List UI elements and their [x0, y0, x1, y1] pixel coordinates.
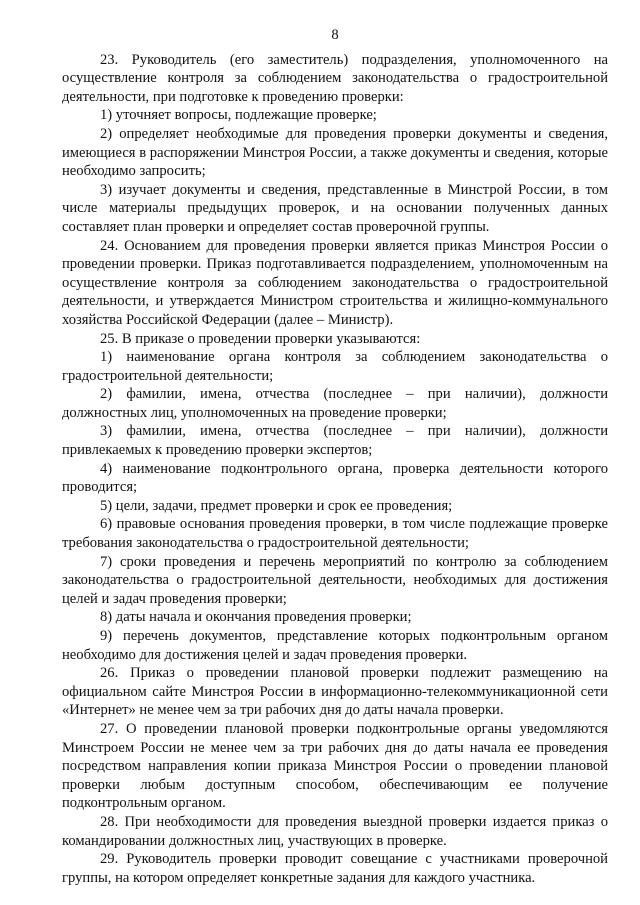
paragraph-28: 28. При необходимости для проведения выездной проверки издается приказ о командировании должностных лиц, участвующих в проверке.	[62, 813, 608, 849]
paragraph-23-item-2: 2) определяет необходимые для проведения проверки документы и сведения, имеющиеся в распоряжении Минстроя России, а также документы и сведения, которые необходимо запросить;	[62, 125, 608, 180]
document-page	[62, 26, 608, 887]
paragraph-27: 27. О проведении плановой проверки подконтрольные органы уведомляются Минстроем России не менее чем за три рабочих дня до даты начала ее проведения посредством направления копии приказа Минстроя России о проведении плановой проверки любым доступным способом, обеспечивающим ее получение подконтрольным органом.	[62, 720, 608, 812]
paragraph-25-item-9: 9) перечень документов, представление которых подконтрольным органом необходимо для достижения целей и задач проведения проверки.	[62, 628, 608, 663]
page-number: 8	[331, 27, 339, 43]
paragraph-25-item-5: 5) цели, задачи, предмет проверки и срок ее проведения;	[100, 497, 453, 514]
paragraph-24: 24. Основанием для проведения проверки является приказ Минстроя России о проведении проверки. Приказ подготавливается подразделением, уполномоченным на осуществление контроля за соблюдением законодательства о градостроительной деятельности, и утверждается Министром строительства и жилищно-коммунального хозяйства Российской Федерации (далее – Министр).	[62, 237, 608, 328]
paragraph-23: 23. Руководитель (его заместитель) подразделения, уполномоченного на осуществление контроля за соблюдением законодательства о градостроительной деятельности, при подготовке к проведению проверки:	[62, 51, 608, 105]
paragraph-25-item-6: 6) правовые основания проведения проверки, в том числе подлежащие проверке требования законодательства о градостроительной деятельности;	[62, 516, 608, 552]
paragraph-26: 26. Приказ о проведении плановой проверки подлежит размещению на официальном сайте Минстроя России в информационно-телекоммуникационной сети «Интернет» не менее чем за три рабочих дня до даты начала проверки.	[62, 665, 608, 719]
paragraph-25: 25. В приказе о проведении проверки указываются:	[100, 330, 421, 347]
paragraph-25-item-4: 4) наименование подконтрольного органа, проверка деятельности которого проводится;	[62, 460, 608, 496]
paragraph-29: 29. Руководитель проверки проводит совещание с участниками проверочной группы, на котором определяет конкретные задания для каждого участника.	[62, 851, 608, 886]
paragraph-25-item-2: 2) фамилии, имена, отчества (последнее – при наличии), должности должностных лиц, уполномоченных на проведение проверки;	[62, 386, 608, 421]
paragraph-25-item-1: 1) наименование органа контроля за соблюдением законодательства о градостроительной деятельности;	[62, 349, 608, 384]
paragraph-25-item-3: 3) фамилии, имена, отчества (последнее – при наличии), должности привлекаемых к проведению проверки экспертов;	[62, 423, 608, 459]
paragraph-25-item-8: 8) даты начала и окончания проведения проверки;	[100, 609, 412, 626]
paragraph-23-item-1: 1) уточняет вопросы, подлежащие проверке;	[100, 107, 377, 124]
paragraph-23-item-3: 3) изучает документы и сведения, представленные в Минстрой России, в том числе материалы предыдущих проверок, и на основании полученных данных составляет план проверки и определяет состав проверочной группы.	[62, 181, 608, 235]
paragraph-25-item-7: 7) сроки проведения и перечень мероприятий по контролю за соблюдением законодательства о градостроительной деятельности, необходимых для достижения целей и задач проведения проверки;	[62, 553, 608, 607]
